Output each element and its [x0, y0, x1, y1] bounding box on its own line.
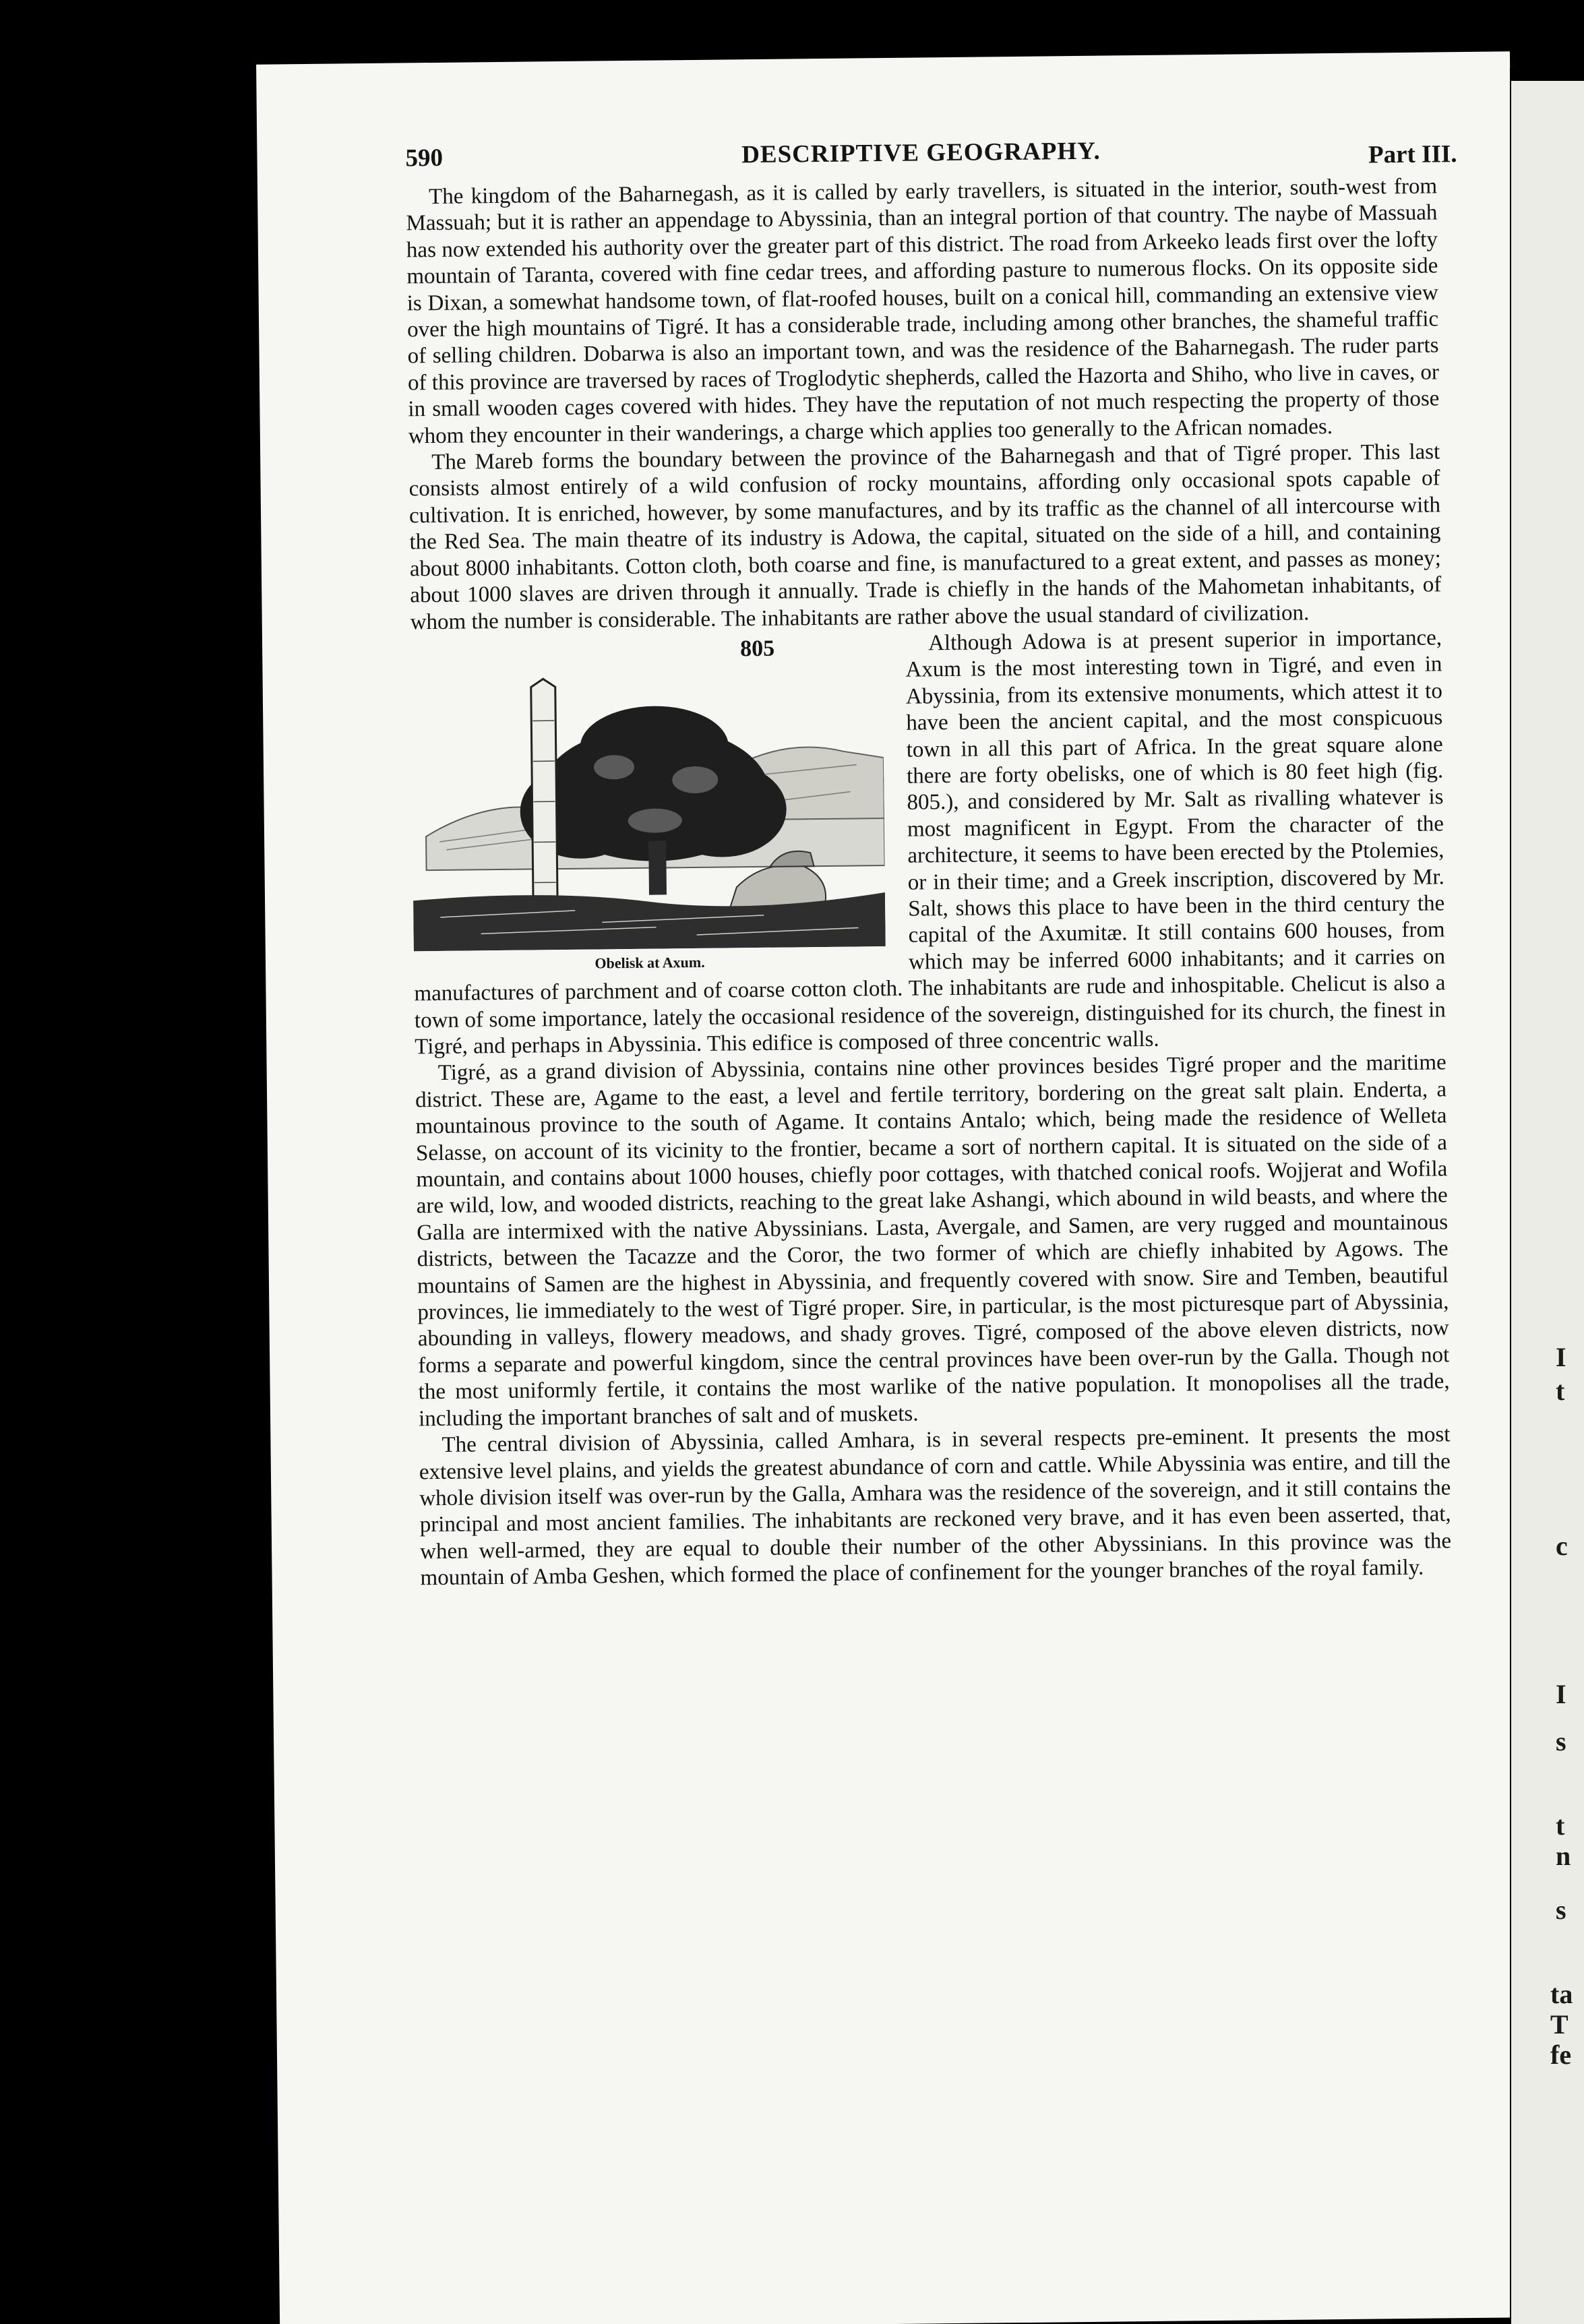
- paragraph-amhara: The central division of Abyssinia, called Amhara, is in several respects pre-eminent. It presents the most extensive level plains, and yields the greatest abundance of corn and cattle. While Abyssinia was entire, and till the whole division itself was over-run by the Galla, Amhara was the residence of the sovereign, and it still contains the principal and most ancient families. The inhabitants are reckoned very brave, and it has even been asserted, that, when well-armed, they are equal to double their number of the other Abyssinians. In this province was the mountain of Amba Geshen, which formed the place of confinement for the younger branches of the royal family.: [419, 1422, 1452, 1591]
- facing-page-fragment: s: [1556, 1726, 1566, 1756]
- book-page: [256, 51, 1533, 2324]
- paragraph-tigre-provinces: Tigré, as a grand division of Abyssinia, contains nine other provinces besides Tigré proper and the maritime district. These are, Agame to the east, a level and fertile territory, bordering on the great salt plain. Enderta, a mountainous province to the south of Agame. It contains Antalo; which, being made the residence of Welleta Selasse, on account of its vicinity to the frontier, became a sort of northern capital. It is situated on the side of a mountain, and contains about 1000 houses, chiefly poor cottages, with thatched conical roofs. Wojjerat and Wofila are wild, low, and wooded districts, reaching to the great lake Ashangi, which abound in wild beasts, and where the Galla are intermixed with the native Abyssinians. Lasta, Avergale, and Samen, are very rugged and mountainous districts, between the Tacazze and the Coror, the two former of which are chiefly inhabited by Agows. The mountains of Samen are the highest in Abyssinia, and frequently covered with snow. Sire and Temben, beautiful provinces, lie immediately to the west of Tigré proper. Sire, in particular, is the most picturesque part of Abyssinia, abounding in valleys, flowery meadows, and shady groves. Tigré, composed of the above eleven districts, now forms a separate and powerful kingdom, since the central provinces have been over-run by the Galla. Though not the most uniformly fertile, it contains the most warlike of the native population. It monopolises all the trade, including the important branches of salt and of muskets.: [415, 1050, 1450, 1432]
- figure-caption: Obelisk at Axum.: [595, 953, 705, 972]
- facing-page-fragment: c: [1556, 1531, 1568, 1561]
- facing-page-fragment: t: [1556, 1376, 1565, 1406]
- facing-page-fragment: fe: [1550, 2040, 1572, 2070]
- paragraph-mareb: The Mareb forms the boundary between the province of the Baharnegash and that of Tigré proper. This last consists almost entirely of a wild confusion of rocky mountains, affording only occasional spots capable of cultivation. It is enriched, however, by some manufactures, and by its traffic as the channel of all intercourse with the Red Sea. The main theatre of its industry is Adowa, the capital, situated on the side of a hill, and containing about 8000 inhabitants. Cotton cloth, both coarse and fine, is manufactured to a great extent, and passes as money; about 1000 slaves are driven through it annually. Trade is chiefly in the hands of the Mahometan inhabitants, of whom the number is considerable. The inhabitants are rather above the usual standard of civilization.: [408, 439, 1442, 634]
- facing-page-edge: [1511, 81, 1584, 2324]
- facing-page-fragment: n: [1556, 1841, 1571, 1871]
- part-label: Part III.: [1368, 140, 1457, 169]
- paragraph-baharnegash: The kingdom of the Baharnegash, as it is called by early travellers, is situated in the interior, south-west from Massuah; but it is rather an appendage to Abyssinia, than an integral portion of that country. The naybe of Massuah has now extended his authority over the greater part of this district. The road from Arkeeko leads first over the lofty mountain of Taranta, covered with fine cedar trees, and affording pasture to numerous flocks. On its opposite side is Dixan, a somewhat handsome town, of flat-roofed houses, built on a conical hill, commanding an extensive view over the high mountains of Tigré. It has a considerable trade, including among other branches, the shameful traffic of selling children. Dobarwa is also an important town, and was the residence of the Baharnegash. The ruder parts of this province are traversed by races of Troglodytic shepherds, called the Hazorta and Shiho, who live in caves, or in small wooden cages covered with hides. They have the reputation of not much respecting the property of those whom they encounter in their wanderings, a charge which applies too generally to the African nomades.: [406, 174, 1440, 449]
- facing-page-fragment: I: [1556, 1342, 1566, 1372]
- facing-page-fragment: I: [1556, 1679, 1566, 1709]
- facing-page-fragment: ta: [1550, 1979, 1573, 2009]
- obelisk-illustration: [410, 663, 885, 951]
- facing-page-fragment: s: [1556, 1895, 1566, 1925]
- facing-page-fragment: t: [1556, 1810, 1565, 1841]
- facing-page-fragment: T: [1550, 2009, 1568, 2040]
- page-content: [405, 133, 1457, 1591]
- page-number: 590: [405, 144, 444, 173]
- paragraph-axum: Although Adowa is at present superior in importance, Axum is the most interesting town in Tigré, and even in Abyssinia, from its extensive monuments, which attest it to have been the ancient capital, and the most conspicuous town in all this part of Africa. In the great square alone there are forty obelisks, one of which is 80 feet high (fig. 805.), and considered by Mr. Salt as rivalling whatever is most magnificent in Egypt. From the character of the architecture, it seems to have been erected by the Ptolemies, or in their time; and a Greek inscription, discovered by Mr. Salt, shows this place to have been in the third century the capital of the Axumitæ. It still contains 600 houses, from which may be inferred 6000 inhabitants; and it carries on manufactures of parchment and of coarse cotton cloth. The inhabitants are rude and inhospitable. Chelicut is also a town of some importance, lately the occasional residence of the sovereign, distinguished for its church, the finest in Tigré, and perhaps in Abyssinia. This edifice is composed of three concentric walls.: [414, 625, 1446, 1060]
- figure-805: [410, 635, 886, 974]
- figure-number: 805: [739, 636, 775, 662]
- page-title: DESCRIPTIVE GEOGRAPHY.: [741, 137, 1101, 169]
